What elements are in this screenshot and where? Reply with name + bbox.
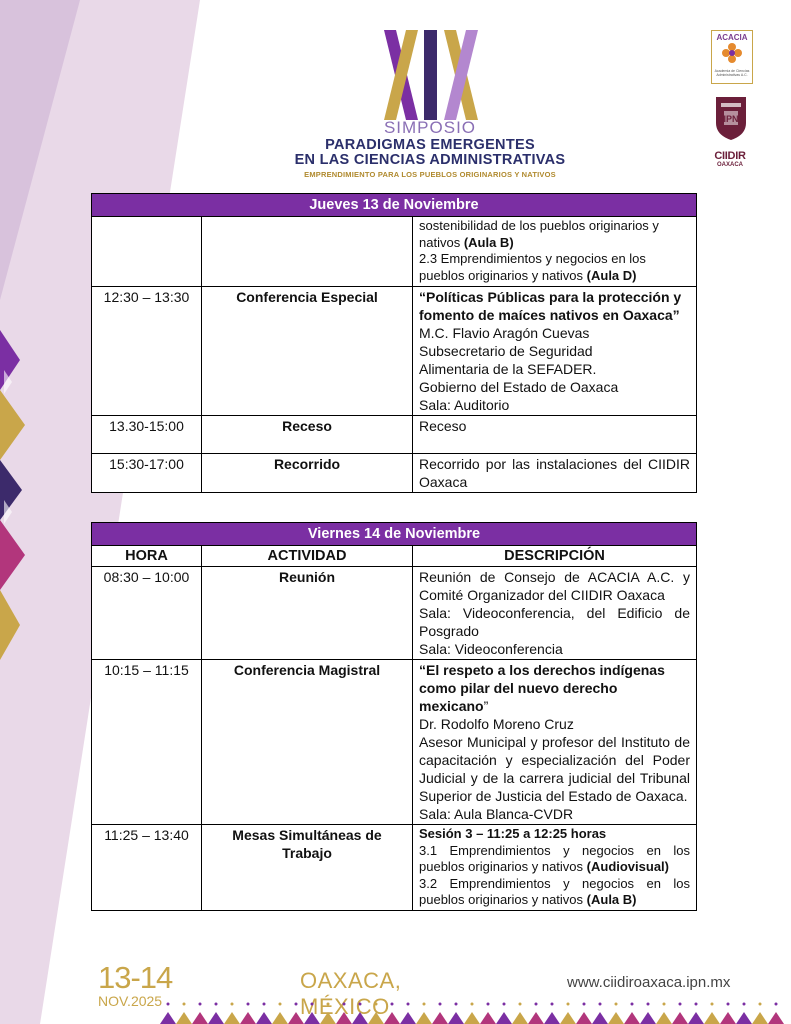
table-row bbox=[92, 567, 697, 660]
ciidir-logo-subtitle: OAXACA bbox=[706, 162, 754, 168]
symposium-title-block bbox=[290, 118, 570, 179]
table-row bbox=[92, 825, 697, 911]
desc-line: Asesor Municipal y profesor del Instituto de capacitación y especialización del Poder Judicial y de la carrera judicial del Tribunal Superior de Justicia del Estado de Oaxaca. bbox=[419, 734, 690, 804]
desc-line-text: pueblos originarios y nativos bbox=[419, 267, 587, 283]
acacia-logo bbox=[711, 30, 753, 84]
session-heading: Sesión 3 – 11:25 a 12:25 horas bbox=[419, 826, 607, 841]
descripcion-cell bbox=[413, 567, 697, 660]
desc-line-text: 3.2 Emprendimientos y negocios en los pueblos originarios y nativos bbox=[419, 875, 690, 907]
acacia-logo-name: ACACIA bbox=[716, 33, 748, 42]
ipn-shield-icon bbox=[712, 95, 750, 141]
table-row bbox=[92, 287, 697, 416]
column-header-actividad: ACTIVIDAD bbox=[202, 546, 413, 567]
acacia-flower-icon bbox=[721, 42, 743, 64]
side-pattern bbox=[0, 330, 40, 660]
conference-title: “Políticas Públicas para la protección y fomento de maíces nativos en Oaxaca” bbox=[419, 289, 682, 323]
conference-title-line bbox=[419, 661, 690, 715]
room-label: (Aula B) bbox=[586, 892, 637, 907]
hora-cell: 15:30-17:00 bbox=[92, 454, 202, 493]
desc-line: Dr. Rodolfo Moreno Cruz bbox=[419, 716, 574, 732]
ipn-label: IPN bbox=[723, 114, 739, 124]
desc-line: Sala: Videoconferencia, del Edificio de Posgrado bbox=[419, 605, 690, 639]
table-row bbox=[92, 660, 697, 825]
desc-line: sostenibilidad de los pueblos originarios y bbox=[419, 218, 659, 233]
conference-title-end: ” bbox=[483, 698, 489, 714]
actividad-cell: Receso bbox=[202, 416, 413, 454]
desc-line: Alimentaria de la SEFADER. bbox=[419, 361, 597, 377]
actividad-cell: Conferencia Magistral bbox=[202, 660, 413, 825]
thursday-banner: Jueves 13 de Noviembre bbox=[92, 194, 697, 217]
footer-url[interactable]: www.ciidiroaxaca.ipn.mx bbox=[567, 974, 731, 991]
table-row bbox=[92, 217, 697, 287]
descripcion-cell bbox=[413, 287, 697, 416]
desc-line: 2.3 Emprendimientos y negocios en los bbox=[419, 251, 646, 266]
desc-line bbox=[419, 876, 690, 909]
desc-line: M.C. Flavio Aragón Cuevas bbox=[419, 325, 590, 341]
actividad-cell: Reunión bbox=[202, 567, 413, 660]
room-label: (Aula D) bbox=[586, 267, 637, 283]
actividad-cell bbox=[202, 217, 413, 287]
desc-line-text: nativos bbox=[419, 234, 464, 250]
hora-cell bbox=[92, 217, 202, 287]
desc-line bbox=[419, 843, 690, 876]
conference-title: “El respeto a los derechos indígenas como pilar del nuevo derecho mexicano bbox=[419, 662, 665, 714]
desc-line bbox=[419, 268, 690, 285]
acacia-logo-subtitle: Academia de Ciencias Administrativas A.C. bbox=[714, 69, 750, 77]
thursday-schedule-table bbox=[91, 193, 697, 493]
descripcion-cell: Recorrido por las instalaciones del CIIDIR Oaxaca bbox=[413, 454, 697, 493]
desc-line: Sala: Videoconferencia bbox=[419, 641, 563, 657]
hora-cell: 11:25 – 13:40 bbox=[92, 825, 202, 911]
desc-line: Gobierno del Estado de Oaxaca bbox=[419, 379, 619, 395]
friday-banner-row bbox=[92, 523, 697, 546]
logo-title-line2: EN LAS CIENCIAS ADMINISTRATIVAS bbox=[294, 152, 566, 168]
hora-cell: 12:30 – 13:30 bbox=[92, 287, 202, 416]
desc-line bbox=[419, 235, 690, 252]
desc-line-text: 3.1 Emprendimientos y negocios en los pueblos originarios y nativos bbox=[419, 842, 690, 874]
column-header-hora: HORA bbox=[92, 546, 202, 567]
actividad-cell: Conferencia Especial bbox=[202, 287, 413, 416]
logo-title-line1: PARADIGMAS EMERGENTES bbox=[325, 137, 535, 153]
desc-line: Sala: Aula Blanca-CVDR bbox=[419, 806, 574, 822]
desc-line: Subsecretario de Seguridad bbox=[419, 343, 593, 359]
room-label: (Aula B) bbox=[463, 234, 514, 250]
friday-schedule-table bbox=[91, 522, 697, 911]
hora-cell: 10:15 – 11:15 bbox=[92, 660, 202, 825]
hora-cell: 13.30-15:00 bbox=[92, 416, 202, 454]
ciidir-logo-name: CIIDIR bbox=[714, 150, 746, 162]
footer-city: OAXACA, MÉXICO bbox=[300, 968, 402, 1019]
table-row bbox=[92, 416, 697, 454]
hora-cell: 08:30 – 10:00 bbox=[92, 567, 202, 660]
descripcion-cell bbox=[413, 825, 697, 911]
logo-simposio: SIMPOSIO bbox=[383, 118, 477, 137]
descripcion-cell bbox=[413, 217, 697, 287]
ciidir-logo bbox=[706, 150, 754, 168]
room-label: (Audiovisual) bbox=[586, 859, 669, 874]
logo-subtitle: EMPRENDIMIENTO PARA LOS PUEBLOS ORIGINARIOS Y NATIVOS bbox=[304, 170, 556, 179]
actividad-cell: Recorrido bbox=[202, 454, 413, 493]
thursday-banner-row bbox=[92, 194, 697, 217]
footer-pattern bbox=[160, 998, 791, 1024]
column-header-descripcion: DESCRIPCIÓN bbox=[413, 546, 697, 567]
footer-month: NOV.2025 bbox=[98, 993, 163, 1009]
descripcion-cell bbox=[413, 660, 697, 825]
desc-line: Reunión de Consejo de ACACIA A.C. y Comité Organizador del CIIDIR Oaxaca bbox=[419, 569, 690, 603]
descripcion-cell: Receso bbox=[413, 416, 697, 454]
footer-day-range: 13-14 bbox=[98, 960, 173, 995]
actividad-cell: Mesas Simultáneas de Trabajo bbox=[202, 825, 413, 911]
xix-logo-icon bbox=[382, 30, 480, 120]
table-header-row bbox=[92, 546, 697, 567]
desc-line: Sala: Auditorio bbox=[419, 397, 510, 413]
friday-banner: Viernes 14 de Noviembre bbox=[92, 523, 697, 546]
table-row bbox=[92, 454, 697, 493]
